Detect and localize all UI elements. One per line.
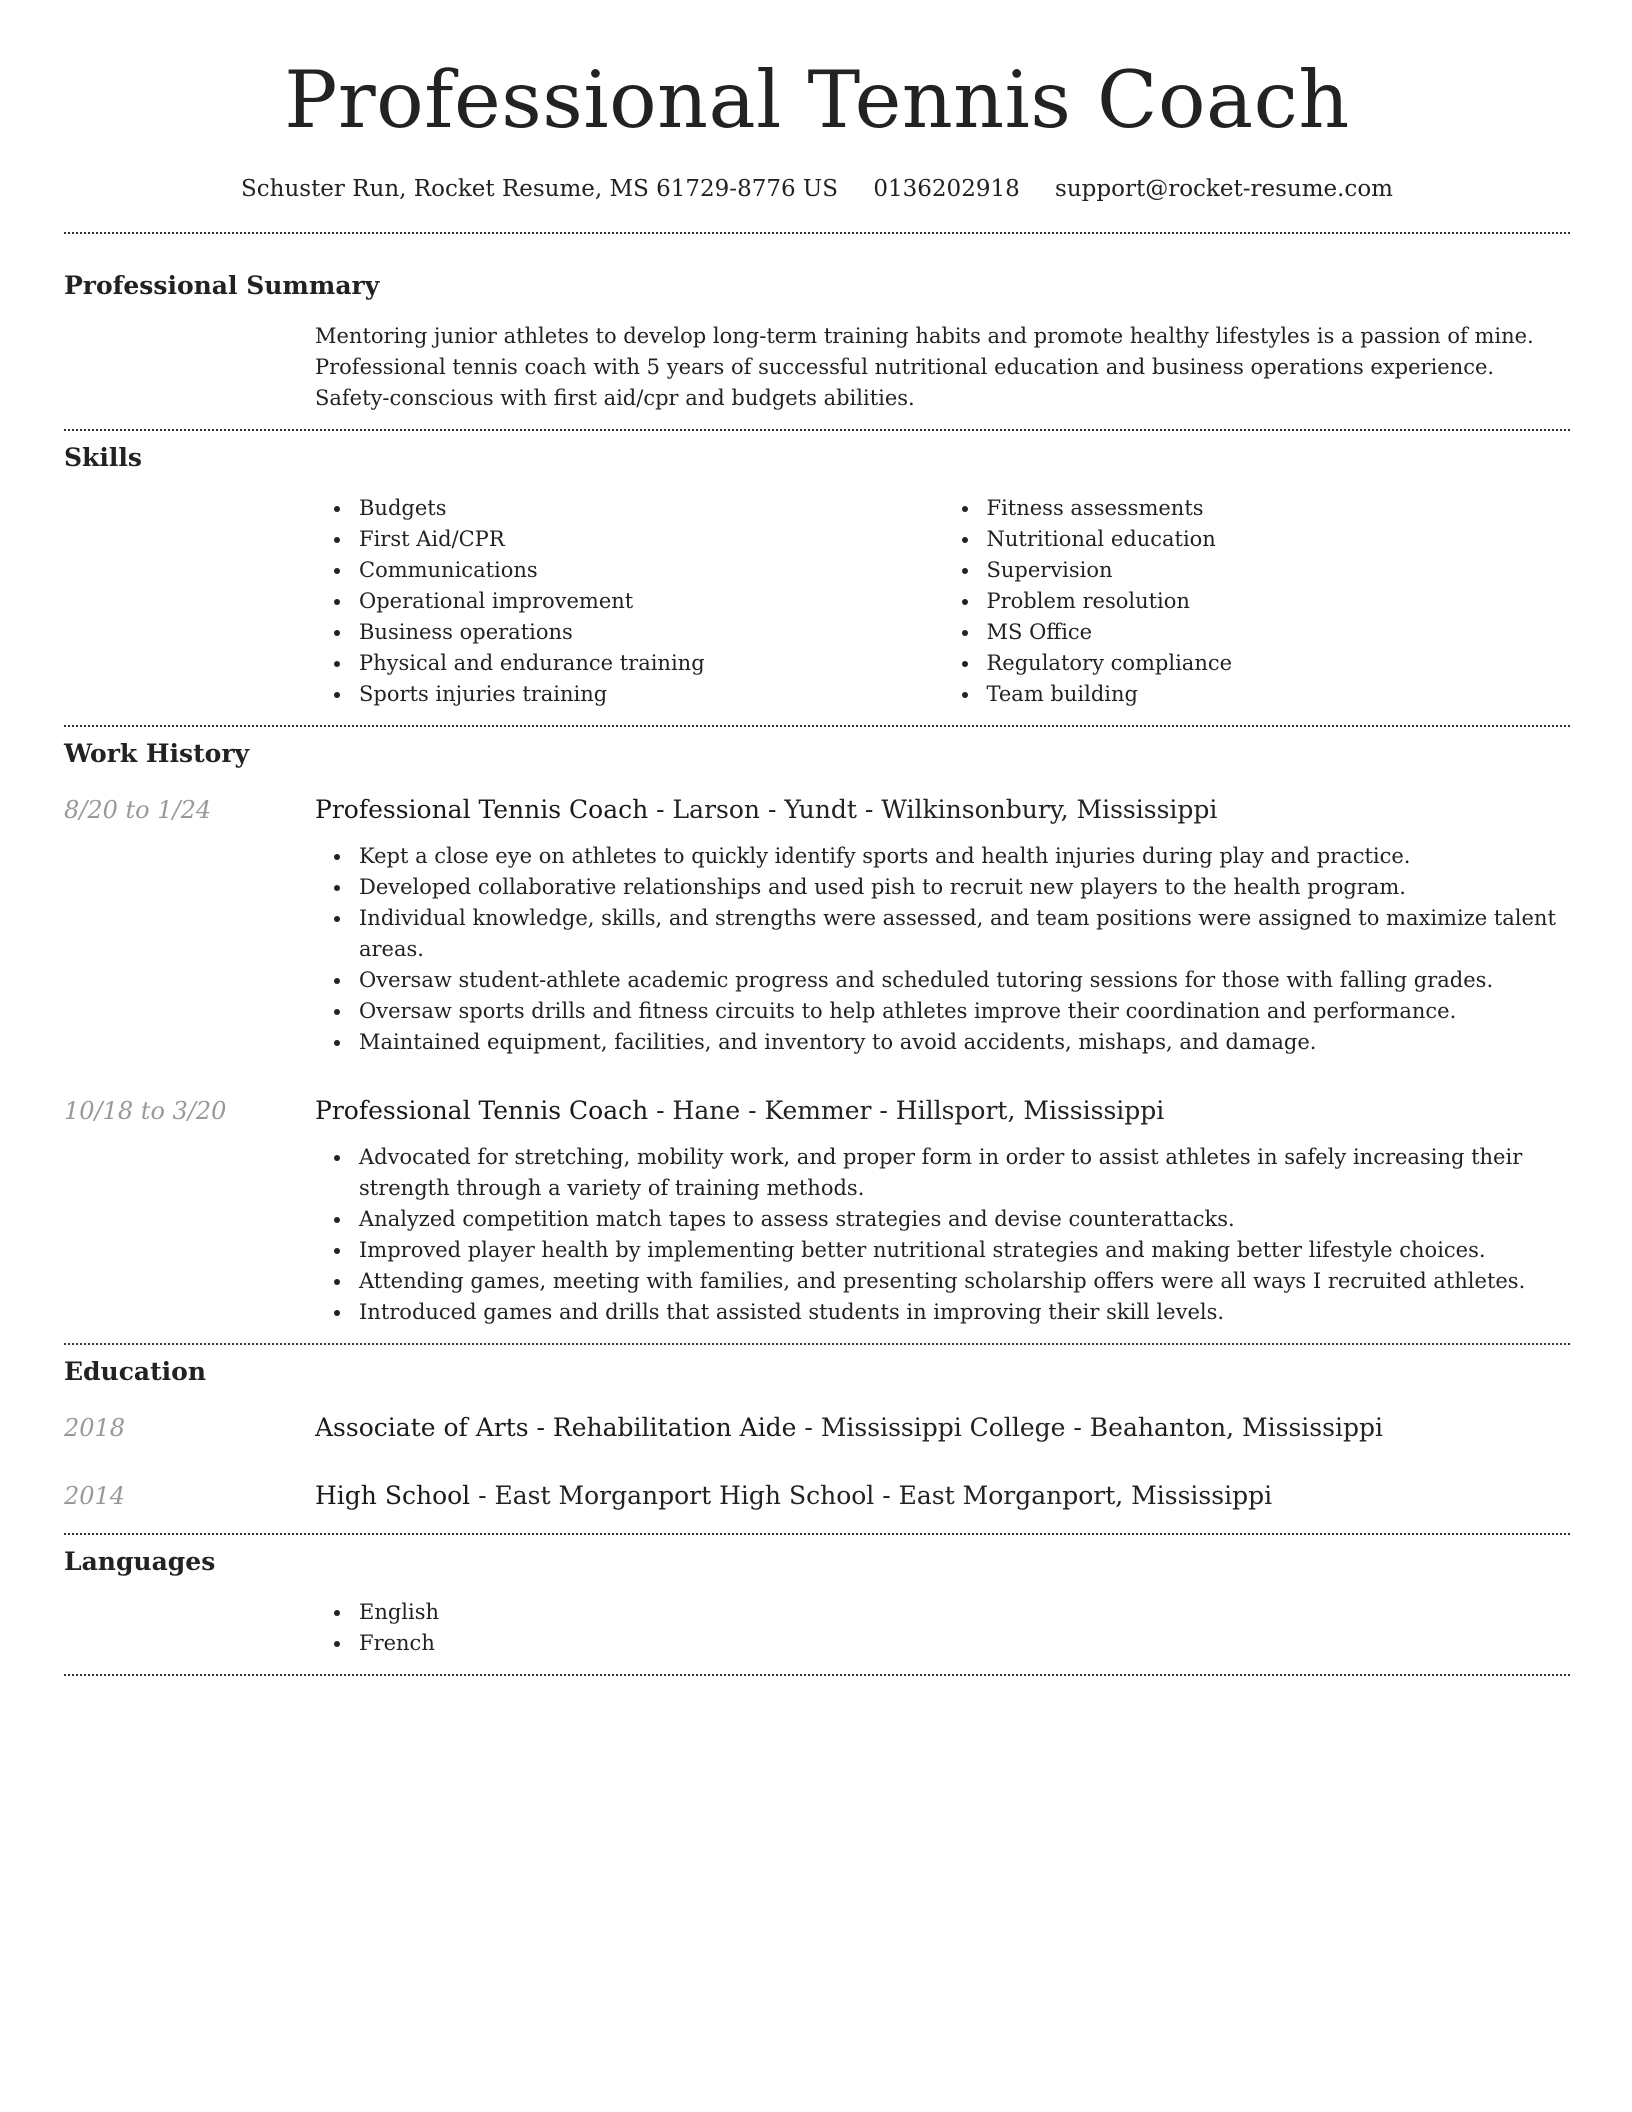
email: support@rocket-resume.com xyxy=(1055,176,1393,202)
job-bullet: Individual knowledge, skills, and strengths were assessed, and team positions were assigned to maximize talent areas. xyxy=(359,903,1570,965)
job-bullet: Analyzed competition match tapes to assess strategies and devise counterattacks. xyxy=(359,1204,1570,1235)
skill-item: Communications xyxy=(359,555,943,586)
job-entry xyxy=(64,1094,1570,1328)
skill-item: MS Office xyxy=(987,617,1571,648)
section-title-education: Education xyxy=(64,1357,207,1386)
job-details: - Larson - Yundt - Wilkinsonbury, Mississippi xyxy=(648,795,1218,824)
job-bullet: Maintained equipment, facilities, and inventory to avoid accidents, mishaps, and damage. xyxy=(359,1027,1570,1058)
address: Schuster Run, Rocket Resume, MS 61729-8776 US xyxy=(241,176,839,202)
job-dates: 10/18 to 3/20 xyxy=(64,1097,227,1125)
skill-item: Budgets xyxy=(359,493,943,524)
skill-item: Sports injuries training xyxy=(359,679,943,710)
skill-item: Nutritional education xyxy=(987,524,1571,555)
job-heading xyxy=(315,1094,1570,1128)
education-section xyxy=(64,1345,1570,1513)
skills-list xyxy=(315,493,1570,710)
education-degree: Associate of Arts - Rehabilitation Aide xyxy=(315,1413,797,1442)
skills-section xyxy=(64,431,1570,710)
languages-section xyxy=(64,1535,1570,1659)
job-bullet: Advocated for stretching, mobility work, and proper form in order to assist athletes in safely increasing their strength through a variety of training methods. xyxy=(359,1142,1570,1204)
section-title-summary: Professional Summary xyxy=(64,271,380,300)
job-bullet: Attending games, meeting with families, and presenting scholarship offers were all ways I recruited athletes. xyxy=(359,1266,1570,1297)
job-dates: 8/20 to 1/24 xyxy=(64,796,212,824)
education-year: 2018 xyxy=(64,1414,126,1442)
skill-item: Regulatory compliance xyxy=(987,648,1571,679)
education-heading xyxy=(315,1411,1570,1445)
skills-left-column xyxy=(315,493,943,710)
job-bullet: Kept a close eye on athletes to quickly identify sports and health injuries during play and practice. xyxy=(359,841,1570,872)
job-bullets xyxy=(315,841,1570,1058)
education-entry xyxy=(64,1411,1570,1445)
resume-name: Professional Tennis Coach xyxy=(284,54,1350,146)
job-role: Professional Tennis Coach xyxy=(315,1096,649,1125)
education-heading xyxy=(315,1479,1570,1513)
contact-line xyxy=(64,174,1570,204)
job-role: Professional Tennis Coach xyxy=(315,795,649,824)
job-bullets xyxy=(315,1142,1570,1328)
skill-item: Problem resolution xyxy=(987,586,1571,617)
job-content xyxy=(315,793,1570,1058)
summary-body xyxy=(315,321,1570,414)
section-title-work: Work History xyxy=(64,739,250,768)
summary-text: Mentoring junior athletes to develop long-term training habits and promote healthy lifestyles is a passion of mine. Professional tennis coach with 5 years of successful nutritional education and business operations experience. Safety-conscious with first aid/cpr and budgets abilities. xyxy=(315,324,1534,410)
resume-page xyxy=(64,0,1570,1676)
job-bullet: Developed collaborative relationships and used pish to recruit new players to the health program. xyxy=(359,872,1570,903)
education-details: - East Morganport High School - East Morganport, Mississippi xyxy=(470,1481,1273,1510)
summary-section xyxy=(64,234,1570,414)
job-bullet: Improved player health by implementing better nutritional strategies and making better lifestyle choices. xyxy=(359,1235,1570,1266)
language-item: English xyxy=(359,1597,1570,1628)
languages-body xyxy=(315,1597,1570,1659)
skill-item: Physical and endurance training xyxy=(359,648,943,679)
skill-item: Business operations xyxy=(359,617,943,648)
job-heading xyxy=(315,793,1570,827)
job-content xyxy=(315,1094,1570,1328)
phone: 0136202918 xyxy=(873,176,1020,202)
education-details: - Mississippi College - Beahanton, Mississippi xyxy=(796,1413,1383,1442)
job-details: - Hane - Kemmer - Hillsport, Mississippi xyxy=(648,1096,1165,1125)
job-bullet: Oversaw sports drills and fitness circuits to help athletes improve their coordination and performance. xyxy=(359,996,1570,1027)
skill-item: Team building xyxy=(987,679,1571,710)
education-degree: High School xyxy=(315,1481,471,1510)
education-year: 2014 xyxy=(64,1482,126,1510)
job-entry xyxy=(64,793,1570,1058)
skill-item: Fitness assessments xyxy=(987,493,1571,524)
skill-item: Operational improvement xyxy=(359,586,943,617)
section-title-skills: Skills xyxy=(64,443,142,472)
languages-list xyxy=(315,1597,1570,1659)
skill-item: Supervision xyxy=(987,555,1571,586)
section-title-languages: Languages xyxy=(64,1547,216,1576)
work-history-section xyxy=(64,727,1570,1328)
skill-item: First Aid/CPR xyxy=(359,524,943,555)
skills-right-column xyxy=(943,493,1571,710)
divider xyxy=(64,1674,1570,1676)
language-item: French xyxy=(359,1628,1570,1659)
job-bullet: Introduced games and drills that assisted students in improving their skill levels. xyxy=(359,1297,1570,1328)
job-bullet: Oversaw student-athlete academic progress and scheduled tutoring sessions for those with falling grades. xyxy=(359,965,1570,996)
education-entry xyxy=(64,1479,1570,1513)
